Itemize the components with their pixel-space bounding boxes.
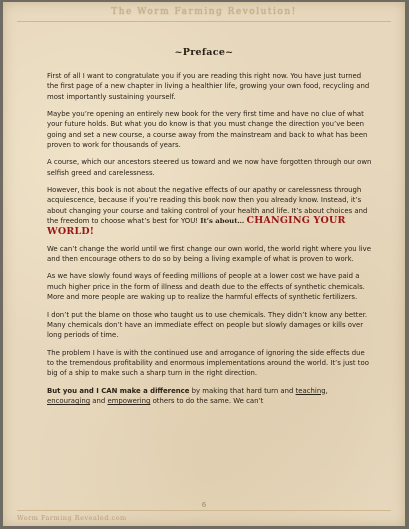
- paragraph-9-lead: But you and I CAN make a difference: [47, 386, 190, 395]
- changing-your-world-callout: CHANGING YOUR WORLD!: [47, 215, 346, 237]
- header-divider: [17, 21, 391, 22]
- paragraph-4-bold-phrase: It’s about…: [200, 217, 245, 226]
- paragraph-9-text-2: others to do the same. We can’t: [152, 396, 264, 405]
- paragraph-2: Maybe you’re opening an entirely new book for the very first time and have no clue of what your future holds. But what you do know is that you must change the direction you’ve been going and set a new course, a course away from the mainstream and back to what has been proven to work for thousands of years.: [47, 110, 368, 150]
- section-title: ~Preface~: [174, 47, 234, 58]
- encouraging-link[interactable]: encouraging: [47, 396, 91, 405]
- paragraph-7: I don’t put the blame on those who taught us to use chemicals. They didn’t know any better. Many chemicals don’t have an immediate effect on people but slowly damages or kills over long periods of time.: [47, 310, 368, 340]
- footer-site-name: Worm Farming Revealed.com: [17, 514, 127, 522]
- paragraph-4-text: However, this book is not about the negative effects of our apathy or carelessness through acquiescence, because if you’re reading this book now then you already know. Instead, it’s about changing your course and taking control of your health and life. It’s about choices and the freedom to choose what’s best for YOU!: [47, 186, 368, 226]
- paragraph-1: First of all I want to congratulate you if you are reading this right now. You have just turned the first page of a new chapter in living a healthier life, growing your own food, recycling and most importantly sustaining yourself.: [47, 72, 370, 101]
- paragraph-9-separator-2: and: [92, 396, 106, 405]
- empowering-link[interactable]: empowering: [107, 396, 151, 405]
- footer-divider: [17, 510, 391, 511]
- page-number: 6: [201, 501, 207, 509]
- paragraph-9-separator-1: ,: [325, 386, 328, 395]
- paragraph-6: As we have slowly found ways of feeding millions of people at a lower cost we have paid a much higher price in the form of illness and death due to the effects of synthetic chemicals. More and more people are waking up to realize the harmful effects of synthetic fertilizers.: [47, 272, 365, 302]
- document-page: [3, 2, 405, 526]
- paragraph-4: [47, 185, 372, 237]
- paragraph-9: [47, 386, 372, 407]
- teaching-link[interactable]: teaching: [295, 386, 326, 395]
- running-header-title: The Worm Farming Revolution!: [111, 7, 297, 17]
- paragraph-5: We can’t change the world until we first change our own world, the world right where you live and then encourage others to do so by being a living example of what is proven to work.: [47, 244, 371, 264]
- paragraph-8: The problem I have is with the continued use and arrogance of ignoring the side effects due to the tremendous profitability and enormous implementations around the world. It’s just too big of a ship to make such a sharp turn in the right direction.: [47, 348, 369, 378]
- paragraph-3: A course, which our ancestors steered us toward and we now have forgotten through our own selfish greed and carelessness.: [47, 158, 372, 177]
- paragraph-9-text-1: by making that hard turn and: [191, 386, 294, 395]
- body-text: [47, 71, 372, 413]
